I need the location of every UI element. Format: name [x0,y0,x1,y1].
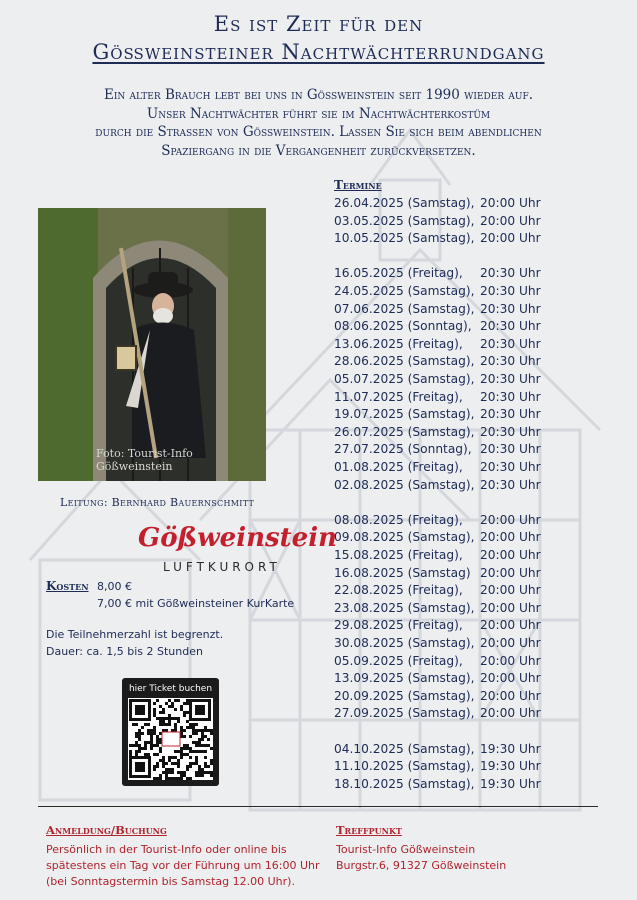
date-row [334,337,554,355]
date-row [334,478,554,496]
time-text: 19:30 Uhr [480,759,541,774]
date-text: 05.07.2025 (Samstag), [334,372,475,386]
date-row [334,742,554,760]
ticket-label: hier Ticket buchen [128,684,213,694]
time-text: 20:30 Uhr [480,424,541,439]
date-text: 16.08.2025 (Samstag) [334,565,471,580]
date-text: 26.07.2025 (Samstag), [334,424,475,439]
date-row [334,777,554,795]
time-text: 20:30 Uhr [480,266,541,281]
date-row [334,601,554,619]
date-text: 26.04.2025 (Samstag), [334,196,475,210]
time-text: 20:00 Uhr [480,671,541,686]
goessweinstein-logo: Gößweinstein [138,523,337,553]
qr-code-pattern [128,698,213,780]
date-text: 18.10.2025 (Samstag), [334,776,475,791]
time-text: 20:30 Uhr [480,319,541,334]
date-row [334,759,554,777]
date-text: 05.09.2025 (Freitag), [334,653,463,668]
date-text: 30.08.2025 (Samstag), [334,636,475,650]
date-text: 04.10.2025 (Samstag), [334,741,475,756]
time-text: 20:30 Uhr [480,389,541,404]
time-text: 20:00 Uhr [480,600,541,615]
time-text: 20:00 Uhr [480,618,541,633]
time-text: 20:30 Uhr [480,477,541,492]
date-row [334,583,554,601]
participants-info: Die Teilnehmerzahl ist begrenzt. [46,628,224,641]
date-text: 19.07.2025 (Samstag), [334,407,475,422]
date-text: 07.06.2025 (Samstag), [334,301,475,316]
treffpunkt-heading: Treffpunkt [336,823,402,837]
time-text: 20:00 Uhr [480,565,541,580]
time-text: 19:30 Uhr [480,741,541,756]
kosten-label: Kosten [46,579,89,593]
date-text: 24.05.2025 (Samstag), [334,284,475,298]
time-text: 20:30 Uhr [480,336,541,351]
photo-caption: Foto: Tourist-Info Gößweinstein [96,447,193,473]
time-text: 20:00 Uhr [480,636,541,650]
anmeldung-line: spätestens ein Tag vor der Führung um 16:00 Uhr [46,859,320,872]
date-row [334,513,554,531]
date-row [334,689,554,707]
date-row [334,636,554,654]
date-row [334,566,554,584]
date-text: 16.05.2025 (Freitag), [334,266,463,281]
date-text: 27.09.2025 (Samstag), [334,706,475,721]
date-text: 08.06.2025 (Sonntag), [334,319,472,334]
date-text: 22.08.2025 (Freitag), [334,583,463,598]
date-row [334,319,554,337]
time-text: 19:30 Uhr [480,776,541,791]
time-text: 20:00 Uhr [480,583,541,598]
date-text: 13.06.2025 (Freitag), [334,336,463,351]
time-text: 20:00 Uhr [480,706,541,721]
ticket-qr-card[interactable] [122,678,219,786]
poster-title-line2: Gößweinsteiner Nachtwächterrundgang [92,40,545,64]
time-text: 20:00 Uhr [480,688,541,703]
date-row [334,618,554,636]
date-text: 28.06.2025 (Samstag), [334,354,475,369]
date-row [334,671,554,689]
date-row [334,442,554,460]
anmeldung-line: Persönlich in der Tourist-Info oder online bis [46,843,287,856]
logo-subtitle: LUFTKURORT [163,560,281,574]
intro-line: Spaziergang in die Vergangenheit zurückversetzen. [161,142,476,159]
date-text: 15.08.2025 (Freitag), [334,548,463,562]
date-row [334,231,554,249]
night-watchman-illustration [38,208,266,481]
termine-heading: Termine [334,178,382,192]
date-row [334,654,554,672]
treffpunkt-line: Tourist-Info Gößweinstein [336,843,476,856]
anmeldung-line: (bei Sonntagstermin bis Samstag 12.00 Uhr). [46,875,295,888]
date-row [334,706,554,724]
intro-line: Unser Nachtwächter führt sie im Nachtwächterkostüm [146,105,491,122]
date-text: 08.08.2025 (Freitag), [334,512,463,527]
date-row [334,214,554,232]
date-text: 09.08.2025 (Samstag), [334,530,475,545]
date-row [334,407,554,425]
time-text: 20:00 Uhr [480,512,541,527]
time-text: 20:30 Uhr [480,442,541,457]
poster-title-line1: Es ist Zeit für den [213,12,424,36]
time-text: 20:30 Uhr [480,407,541,422]
date-text: 13.09.2025 (Samstag), [334,671,475,686]
intro-line: Ein alter Brauch lebt bei uns in Gößweinstein seit 1990 wieder auf. [103,87,534,103]
anmeldung-heading: Anmeldung/Buchung [46,823,167,837]
time-text: 20:00 Uhr [480,213,541,228]
intro-line: durch die Straßen von Gößweinstein. Lassen Sie sich beim abendlichen [95,124,542,140]
leitung-text: Leitung: Bernhard Bauernschmitt [60,496,255,509]
duration-info: Dauer: ca. 1,5 bis 2 Stunden [46,645,203,658]
date-text: 11.10.2025 (Samstag), [334,759,475,774]
date-row [334,390,554,408]
date-row [334,548,554,566]
night-watchman-photo [38,208,266,481]
date-row [334,196,554,214]
date-text: 03.05.2025 (Samstag), [334,213,475,228]
time-text: 20:30 Uhr [480,284,541,298]
date-row [334,460,554,478]
date-text: 11.07.2025 (Freitag), [334,389,463,404]
date-text: 10.05.2025 (Samstag), [334,231,475,246]
date-text: 23.08.2025 (Samstag), [334,600,475,615]
date-row [334,354,554,372]
date-row [334,302,554,320]
date-row [334,284,554,302]
time-text: 20:30 Uhr [480,460,541,474]
date-row [334,372,554,390]
date-row [334,425,554,443]
date-row [334,266,554,284]
date-text: 02.08.2025 (Samstag), [334,477,475,492]
time-text: 20:00 Uhr [480,653,541,668]
date-text: 01.08.2025 (Freitag), [334,460,463,474]
time-text: 20:00 Uhr [480,548,541,562]
time-text: 20:30 Uhr [480,372,541,386]
treffpunkt-line: Burgstr.6, 91327 Gößweinstein [336,859,507,872]
date-row [334,530,554,548]
section-divider [38,806,598,807]
date-text: 29.08.2025 (Freitag), [334,618,463,633]
date-text: 27.07.2025 (Sonntag), [334,442,472,457]
kosten-price-regular: 8,00 € [97,580,132,593]
time-text: 20:00 Uhr [480,196,541,210]
time-text: 20:30 Uhr [480,301,541,316]
time-text: 20:30 Uhr [480,354,541,369]
date-text: 20.09.2025 (Samstag), [334,688,475,703]
time-text: 20:00 Uhr [480,231,541,246]
time-text: 20:00 Uhr [480,530,541,545]
qr-code-icon[interactable] [128,698,213,780]
intro-text [40,86,597,160]
kosten-price-kurkarte: 7,00 € mit Gößweinsteiner KurKarte [97,597,295,610]
